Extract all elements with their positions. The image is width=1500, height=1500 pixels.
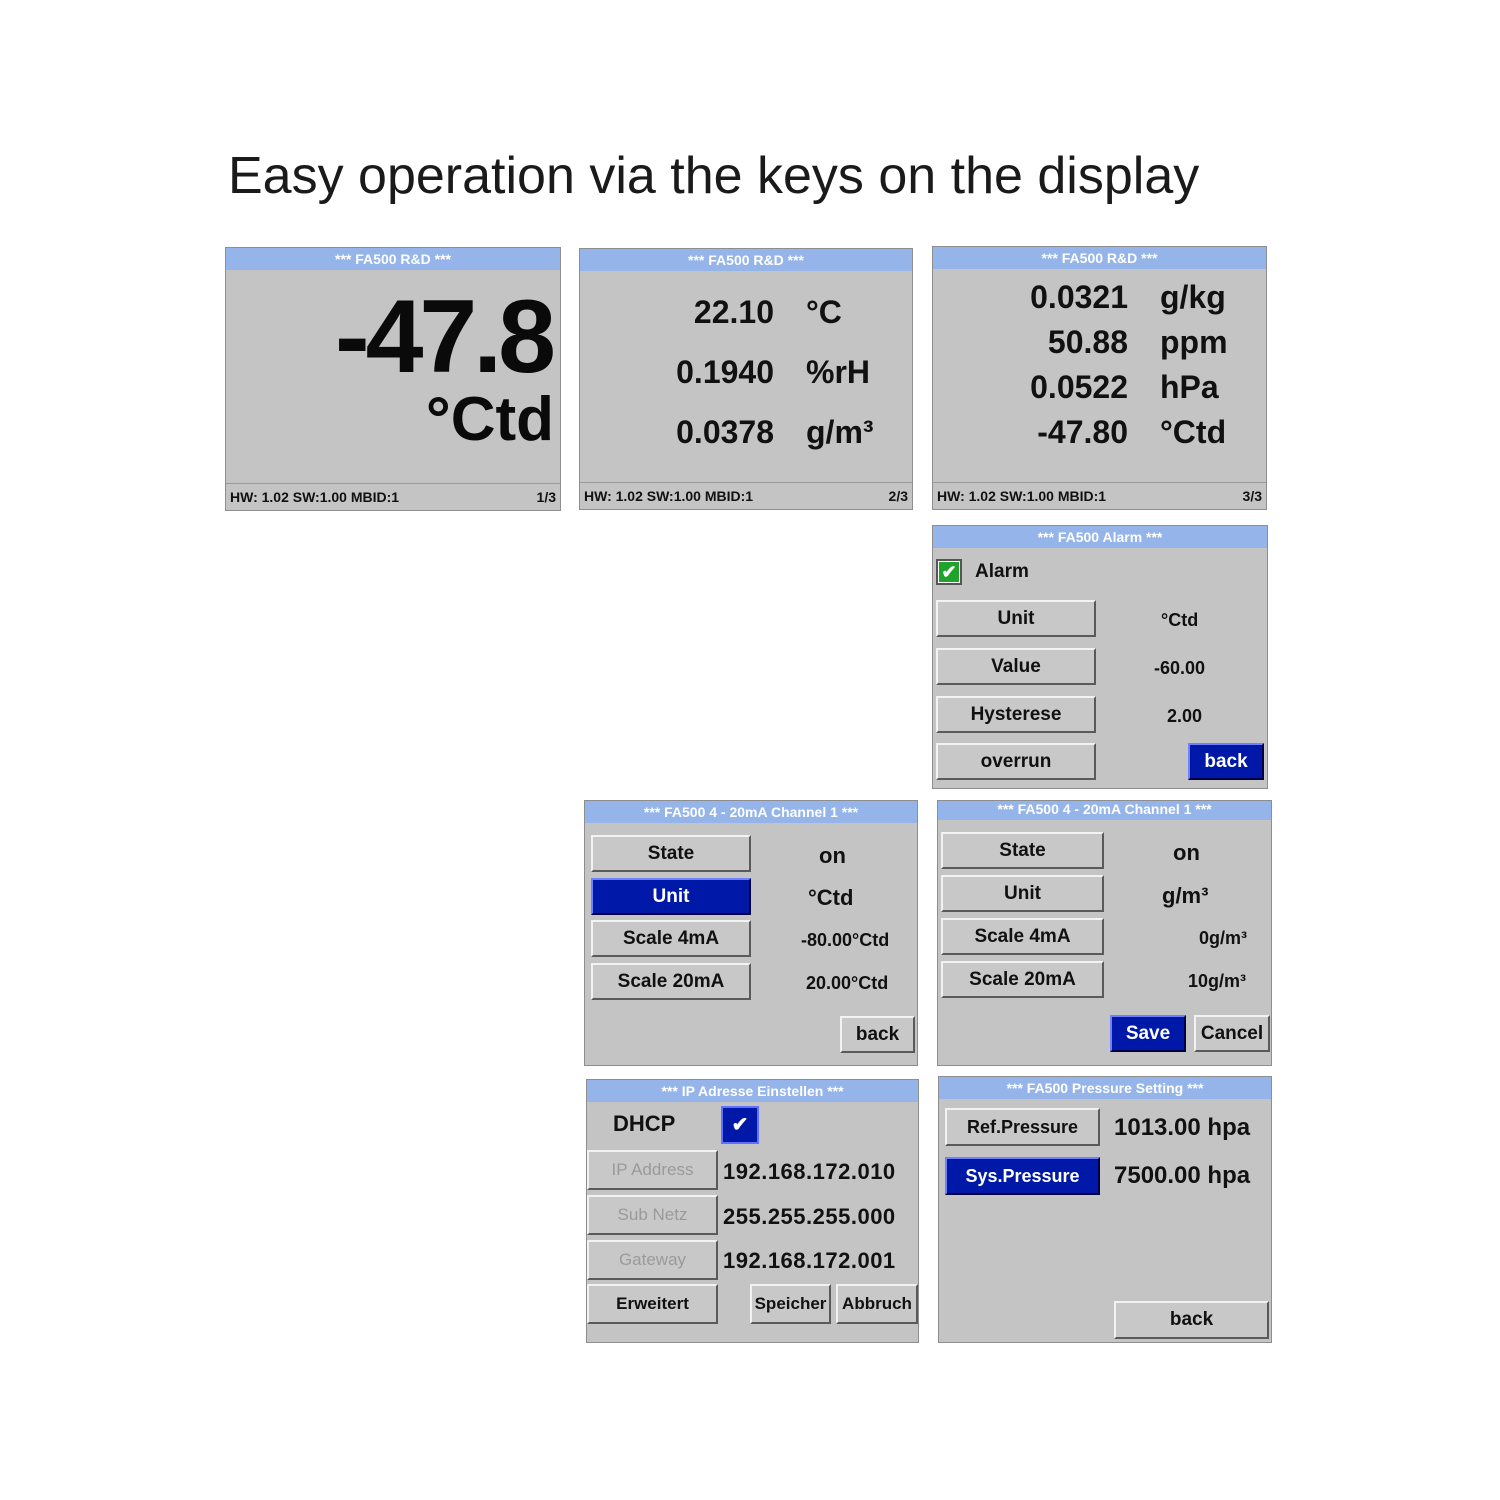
check-icon: ✔ <box>731 1114 749 1136</box>
value-absolute-humidity: 0.0378 <box>676 414 774 450</box>
screen-ip-settings <box>586 1079 919 1343</box>
screen-values-3 <box>932 246 1267 510</box>
scale-4ma-button[interactable]: Scale 4mA <box>941 918 1104 955</box>
back-button[interactable]: back <box>840 1016 915 1053</box>
back-button[interactable]: back <box>1114 1301 1269 1339</box>
unit-dewpoint: °Ctd <box>1160 414 1227 450</box>
screen-values-2 <box>579 248 913 510</box>
dhcp-checkbox[interactable] <box>721 1106 759 1144</box>
page-headline: Easy operation via the keys on the display <box>228 147 1200 205</box>
dhcp-label: DHCP <box>613 1111 676 1136</box>
unit-button[interactable]: Unit <box>941 875 1104 912</box>
ip-address-label[interactable]: IP Address <box>587 1150 718 1190</box>
value-humidity: 0.1940 <box>676 354 774 390</box>
cancel-button[interactable]: Cancel <box>1194 1015 1270 1052</box>
ip-address-value: 192.168.172.010 <box>723 1159 896 1184</box>
scale-4ma-value: -80.00°Ctd <box>801 930 890 950</box>
status-info: HW: 1.02 SW:1.00 MBID:1 <box>584 488 754 504</box>
screen-title: *** FA500 Pressure Setting *** <box>939 1077 1271 1099</box>
page-indicator: 2/3 <box>888 488 908 504</box>
value-mixing-ratio: 0.0321 <box>1030 279 1128 315</box>
scale-20ma-button[interactable]: Scale 20mA <box>591 963 751 1000</box>
page-indicator: 1/3 <box>536 489 556 505</box>
value-pressure: 0.0522 <box>1030 369 1128 405</box>
value-temperature: 22.10 <box>693 294 774 330</box>
subnet-label[interactable]: Sub Netz <box>587 1195 718 1235</box>
speicher-button[interactable]: Speicher <box>750 1284 831 1324</box>
sys-pressure-button[interactable]: Sys.Pressure <box>945 1157 1100 1195</box>
gateway-value: 192.168.172.001 <box>723 1248 896 1273</box>
unit-mixing-ratio: g/kg <box>1160 279 1226 315</box>
unit-button[interactable]: Unit <box>591 878 751 915</box>
unit-value: g/m³ <box>1162 883 1209 908</box>
screen-title: *** FA500 4 - 20mA Channel 1 *** <box>585 801 917 823</box>
status-bar <box>580 482 912 509</box>
back-button[interactable]: back <box>1188 743 1264 780</box>
scale-4ma-button[interactable]: Scale 4mA <box>591 920 751 957</box>
alarm-checkbox[interactable] <box>936 559 962 585</box>
status-info: HW: 1.02 SW:1.00 MBID:1 <box>230 489 400 505</box>
hysterese-button[interactable]: Hysterese <box>936 696 1096 733</box>
abbruch-button[interactable]: Abbruch <box>836 1284 918 1324</box>
scale-20ma-value: 10g/m³ <box>1188 971 1247 991</box>
screen-main-value <box>225 247 561 511</box>
scale-20ma-value: 20.00°Ctd <box>806 973 889 993</box>
subnet-value: 255.255.255.000 <box>723 1204 896 1229</box>
screen-alarm <box>932 525 1268 789</box>
alarm-hysterese-value: 2.00 <box>1167 706 1203 726</box>
scale-4ma-value: 0g/m³ <box>1199 928 1248 948</box>
main-value: -47.8 <box>334 279 552 395</box>
value-ppm: 50.88 <box>1047 324 1128 360</box>
screen-title: *** FA500 R&D *** <box>933 247 1266 269</box>
alarm-label: Alarm <box>975 561 1029 582</box>
ref-pressure-button[interactable]: Ref.Pressure <box>945 1108 1100 1146</box>
unit-ppm: ppm <box>1160 324 1228 360</box>
scale-20ma-button[interactable]: Scale 20mA <box>941 961 1104 998</box>
sys-pressure-value: 7500.00 hpa <box>1114 1162 1251 1189</box>
unit-absolute-humidity: g/m³ <box>806 414 874 450</box>
screen-pressure-settings <box>938 1076 1272 1343</box>
value-button[interactable]: Value <box>936 648 1096 685</box>
unit-button[interactable]: Unit <box>936 600 1096 637</box>
screen-title: *** FA500 Alarm *** <box>933 526 1267 548</box>
status-bar <box>226 483 560 510</box>
gateway-label[interactable]: Gateway <box>587 1240 718 1280</box>
overrun-button[interactable]: overrun <box>936 743 1096 780</box>
check-icon: ✔ <box>939 562 959 582</box>
unit-humidity: %rH <box>806 354 871 390</box>
screen-title: *** FA500 4 - 20mA Channel 1 *** <box>938 800 1271 820</box>
alarm-threshold-value: -60.00 <box>1154 658 1206 678</box>
status-bar <box>933 482 1266 509</box>
erweitert-button[interactable]: Erweitert <box>587 1284 718 1324</box>
page-indicator: 3/3 <box>1242 488 1262 504</box>
state-button[interactable]: State <box>941 832 1104 869</box>
ref-pressure-value: 1013.00 hpa <box>1114 1114 1251 1141</box>
state-value: on <box>819 843 846 868</box>
alarm-unit-value: °Ctd <box>1161 610 1199 630</box>
screen-title: *** FA500 R&D *** <box>226 248 560 270</box>
main-unit: °Ctd <box>425 385 554 454</box>
unit-value: °Ctd <box>808 885 854 910</box>
screen-channel-config <box>584 800 918 1066</box>
unit-temperature: °C <box>806 294 842 330</box>
screen-channel-config-edit <box>937 800 1272 1066</box>
save-button[interactable]: Save <box>1110 1015 1186 1052</box>
state-value: on <box>1173 840 1200 865</box>
unit-pressure: hPa <box>1160 369 1219 405</box>
state-button[interactable]: State <box>591 835 751 872</box>
screen-title: *** FA500 R&D *** <box>580 249 912 271</box>
status-info: HW: 1.02 SW:1.00 MBID:1 <box>937 488 1107 504</box>
screen-title: *** IP Adresse Einstellen *** <box>587 1080 918 1102</box>
value-dewpoint: -47.80 <box>1037 414 1128 450</box>
